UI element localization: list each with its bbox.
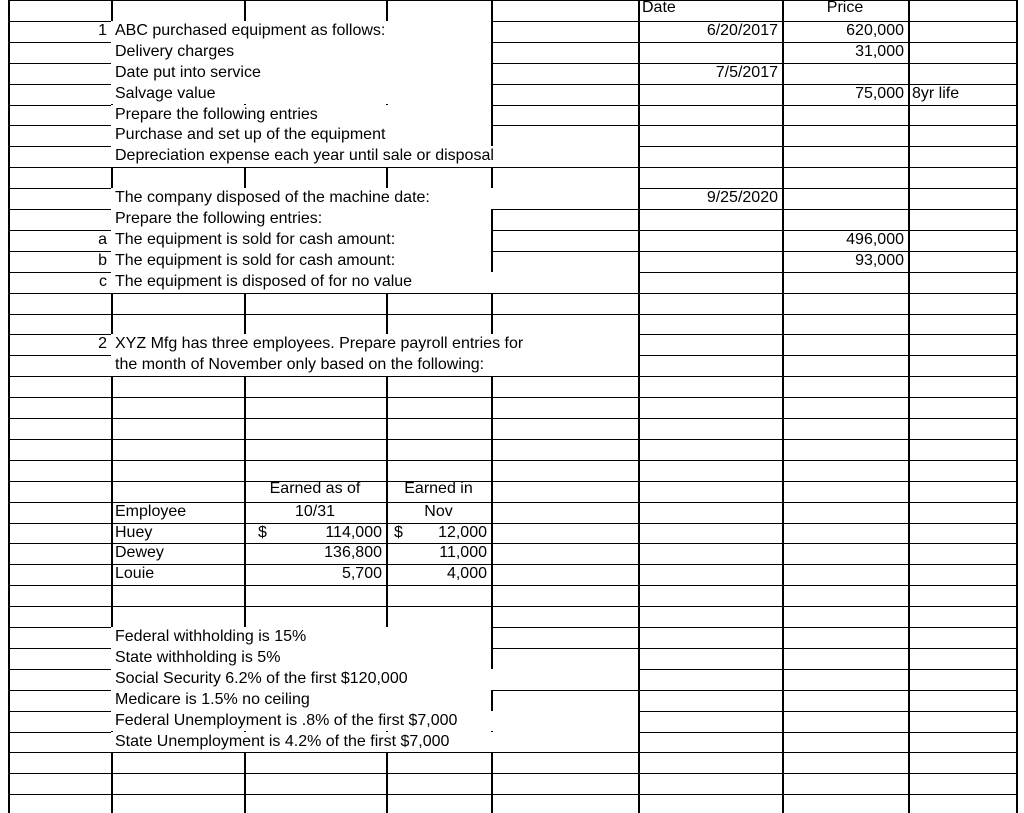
problem-text[interactable]: the month of November only based on the following: [111,355,638,376]
price-value[interactable]: 620,000 [846,21,904,39]
grid-row-line [8,460,1016,461]
employee-name[interactable]: Huey [115,523,153,541]
withholding-text[interactable]: Federal withholding is 15% [111,627,491,648]
withholding-text[interactable]: Federal Unemployment is .8% of the first $7,000 [111,711,638,732]
grid-row-line [8,439,1016,440]
employee-header[interactable]: Employee [115,502,187,520]
problem-text[interactable]: Prepare the following entries [111,105,491,126]
price-value[interactable]: 93,000 [855,251,904,269]
problem-number[interactable]: 2 [98,335,107,353]
problem-text[interactable]: Prepare the following entries: [111,209,491,230]
earned-nov-value[interactable]: 12,000 [438,523,487,541]
problem-text[interactable]: The equipment is disposed of for no value [111,272,638,293]
withholding-text[interactable]: Social Security 6.2% of the first $120,000 [111,669,638,690]
price-value[interactable]: 496,000 [846,230,904,248]
earned-prior-value[interactable]: 114,000 [325,523,382,541]
earned-prior-value[interactable]: 136,800 [324,544,382,562]
problem-text[interactable]: ABC purchased equipment as follows: [111,21,491,42]
withholding-text[interactable]: State withholding is 5% [111,648,491,669]
price-value[interactable]: 31,000 [855,42,904,60]
grid-row-line [8,293,1016,294]
grid-row-line [8,773,1016,774]
currency-sign[interactable]: $ [394,523,403,541]
withholding-text[interactable]: Medicare is 1.5% no ceiling [111,690,491,711]
problem-text[interactable]: The equipment is sold for cash amount: [111,230,491,251]
grid-col-line [908,0,910,813]
earned-nov-value[interactable]: 4,000 [446,565,487,583]
problem-text[interactable]: The equipment is sold for cash amount: [111,251,491,272]
problem-text[interactable]: XYZ Mfg has three employees. Prepare payroll entries for [111,334,638,355]
problem-number[interactable]: b [98,251,107,269]
problem-number[interactable]: 1 [98,21,107,39]
grid-row-line [8,314,1016,315]
grid-col-line [1016,0,1018,813]
grid-row-line [8,418,1016,419]
grid-col-line [782,0,784,813]
date-value[interactable]: 9/25/2020 [706,189,778,207]
grid-col-line [638,0,640,813]
date-value[interactable]: 7/5/2017 [715,63,778,81]
currency-sign[interactable]: $ [258,523,267,541]
problem-text[interactable]: Date put into service [111,63,491,84]
price-value[interactable]: 75,000 [855,84,904,102]
problem-text[interactable]: The company disposed of the machine date: [111,188,638,209]
earned-prior-value[interactable]: 5,700 [341,565,382,583]
problem-number[interactable]: a [98,230,107,248]
problem-text[interactable]: Depreciation expense each year until sale or disposal [111,146,638,167]
problem-text[interactable]: Purchase and set up of the equipment [111,125,491,146]
life-note[interactable]: 8yr life [912,84,960,102]
grid-row-line [8,397,1016,398]
employee-name[interactable]: Dewey [115,544,164,562]
withholding-text[interactable]: State Unemployment is 4.2% of the first $7,000 [111,732,638,753]
price-header[interactable]: Price [826,0,864,16]
grid-col-line [491,0,493,813]
earned-nov-header[interactable]: Earned in [404,479,473,497]
problem-text[interactable]: Salvage value [111,84,491,105]
grid-col-line [8,0,10,813]
problem-text[interactable]: Delivery charges [111,42,491,63]
grid-row-line [8,794,1016,795]
problem-number[interactable]: c [99,272,107,290]
earned-prior-header[interactable]: Earned as of [269,479,361,497]
earned-nov-value[interactable]: 11,000 [439,544,487,562]
date-value[interactable]: 6/20/2017 [706,21,778,39]
employee-name[interactable]: Louie [115,565,155,583]
date-header[interactable]: Date [642,0,676,16]
earned-nov-header-2[interactable]: Nov [424,502,453,520]
earned-prior-header-2[interactable]: 10/31 [294,502,336,520]
grid-row-line [8,481,1016,482]
grid-row-line [8,606,1016,607]
